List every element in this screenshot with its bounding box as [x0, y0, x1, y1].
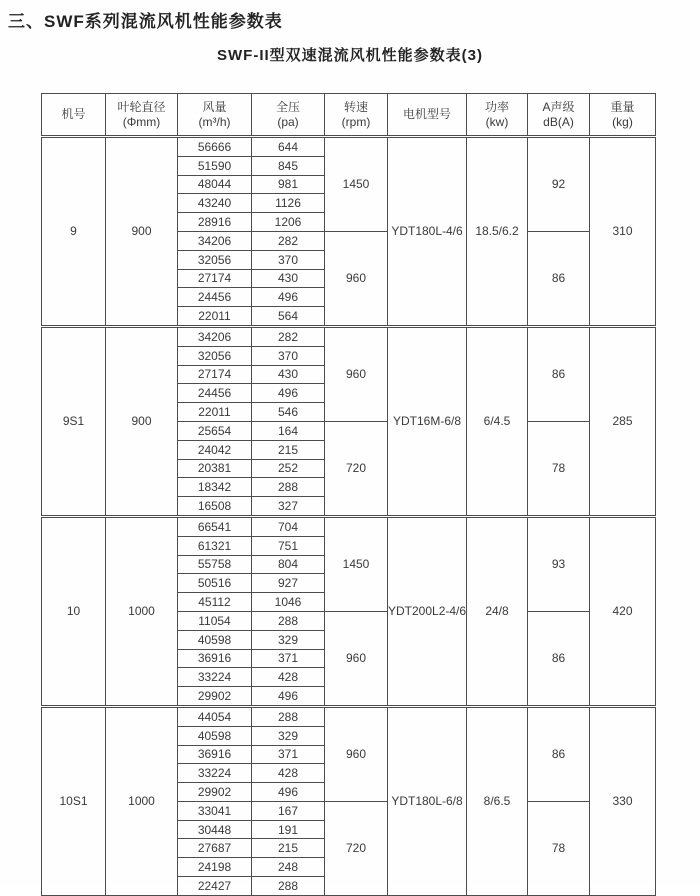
header-power [467, 94, 528, 137]
airflow-cell: 27687 [178, 839, 252, 858]
header-power-unit: (kw) [485, 114, 509, 129]
header-row [42, 94, 656, 137]
pressure-cell: 644 [252, 137, 325, 157]
speed-cell: 960 [325, 326, 388, 421]
page-subtitle: SWF-II型双速混流风机性能参数表(3) [217, 47, 483, 64]
pressure-cell: 1206 [252, 213, 325, 232]
airflow-cell: 36916 [178, 745, 252, 764]
airflow-cell: 28916 [178, 213, 252, 232]
fan-model-cell: 9S1 [42, 326, 106, 516]
airflow-cell: 24042 [178, 440, 252, 459]
speed-cell: 960 [325, 706, 388, 801]
noise-level-cell: 92 [528, 137, 590, 232]
airflow-cell: 44054 [178, 706, 252, 726]
pressure-cell: 428 [252, 668, 325, 687]
noise-level-cell: 93 [528, 516, 590, 611]
pressure-cell: 370 [252, 250, 325, 269]
power-cell: 8/6.5 [467, 706, 528, 895]
pressure-cell: 329 [252, 726, 325, 745]
pressure-cell: 430 [252, 365, 325, 384]
spec-table-container [41, 93, 700, 896]
header-model-label: 机号 [61, 107, 86, 121]
pressure-cell: 704 [252, 516, 325, 536]
table-row [42, 326, 656, 346]
pressure-cell: 164 [252, 421, 325, 440]
airflow-cell: 29902 [178, 687, 252, 707]
speed-cell: 720 [325, 421, 388, 516]
airflow-cell: 45112 [178, 593, 252, 612]
pressure-cell: 329 [252, 630, 325, 649]
speed-cell: 960 [325, 611, 388, 706]
pressure-cell: 288 [252, 478, 325, 497]
airflow-cell: 40598 [178, 726, 252, 745]
header-weight-unit: (kg) [612, 114, 633, 129]
table-header [42, 94, 656, 137]
power-cell: 18.5/6.2 [467, 137, 528, 327]
airflow-cell: 22011 [178, 307, 252, 327]
noise-level-cell: 78 [528, 801, 590, 895]
diameter-cell: 900 [106, 137, 178, 327]
pressure-cell: 327 [252, 497, 325, 517]
weight-cell: 330 [590, 706, 656, 895]
header-weight [590, 94, 656, 137]
pressure-cell: 282 [252, 231, 325, 250]
motor-model-cell: YDT16M-6/8 [388, 326, 467, 516]
pressure-cell: 248 [252, 858, 325, 877]
header-flow [178, 94, 252, 137]
diameter-cell: 900 [106, 326, 178, 516]
header-flow-unit: (m³/h) [198, 114, 231, 129]
airflow-cell: 24456 [178, 288, 252, 307]
header-diameter-label: 叶轮直径 [117, 99, 166, 114]
noise-level-cell: 86 [528, 706, 590, 801]
pressure-cell: 927 [252, 574, 325, 593]
pressure-cell: 496 [252, 687, 325, 707]
header-weight-label: 重量 [610, 99, 635, 114]
airflow-cell: 34206 [178, 326, 252, 346]
airflow-cell: 32056 [178, 346, 252, 365]
pressure-cell: 215 [252, 440, 325, 459]
fan-model-cell: 10S1 [42, 706, 106, 895]
weight-cell: 420 [590, 516, 656, 706]
airflow-cell: 24456 [178, 384, 252, 403]
airflow-cell: 48044 [178, 175, 252, 194]
header-power-label: 功率 [484, 99, 509, 114]
header-speed-label: 转速 [343, 99, 368, 114]
pressure-cell: 1046 [252, 593, 325, 612]
header-pressure [252, 94, 325, 137]
header-pressure-label: 全压 [275, 99, 300, 114]
airflow-cell: 22011 [178, 403, 252, 422]
airflow-cell: 33224 [178, 764, 252, 783]
airflow-cell: 40598 [178, 630, 252, 649]
noise-level-cell: 78 [528, 421, 590, 516]
noise-level-cell: 86 [528, 326, 590, 421]
airflow-cell: 29902 [178, 783, 252, 802]
table-body [42, 137, 656, 896]
header-noise-unit: dB(A) [543, 114, 574, 129]
pressure-cell: 371 [252, 649, 325, 668]
airflow-cell: 61321 [178, 536, 252, 555]
airflow-cell: 20381 [178, 459, 252, 478]
header-noise [528, 94, 590, 137]
table-row [42, 516, 656, 536]
fan-model-cell: 9 [42, 137, 106, 327]
motor-model-cell: YDT180L-6/8 [388, 706, 467, 895]
speed-cell: 1450 [325, 516, 388, 611]
airflow-cell: 32056 [178, 250, 252, 269]
header-noise-label: A声级 [542, 99, 575, 114]
airflow-cell: 43240 [178, 194, 252, 213]
airflow-cell: 25654 [178, 421, 252, 440]
airflow-cell: 30448 [178, 820, 252, 839]
header-motor [388, 94, 467, 137]
page-title: 三、SWF系列混流风机性能参数表 [8, 12, 283, 31]
pressure-cell: 288 [252, 877, 325, 896]
airflow-cell: 56666 [178, 137, 252, 157]
fan-model-cell: 10 [42, 516, 106, 706]
pressure-cell: 496 [252, 288, 325, 307]
fan-performance-table [41, 93, 656, 896]
pressure-cell: 546 [252, 403, 325, 422]
pressure-cell: 288 [252, 611, 325, 630]
airflow-cell: 33041 [178, 801, 252, 820]
table-row [42, 706, 656, 726]
header-motor-label: 电机型号 [402, 107, 451, 121]
noise-level-cell: 86 [528, 231, 590, 326]
header-flow-label: 风量 [202, 99, 227, 114]
pressure-cell: 751 [252, 536, 325, 555]
airflow-cell: 33224 [178, 668, 252, 687]
pressure-cell: 845 [252, 156, 325, 175]
airflow-cell: 66541 [178, 516, 252, 536]
diameter-cell: 1000 [106, 516, 178, 706]
airflow-cell: 27174 [178, 365, 252, 384]
airflow-cell: 18342 [178, 478, 252, 497]
airflow-cell: 55758 [178, 555, 252, 574]
weight-cell: 310 [590, 137, 656, 327]
pressure-cell: 215 [252, 839, 325, 858]
diameter-cell: 1000 [106, 706, 178, 895]
header-speed-unit: (rpm) [341, 114, 371, 129]
pressure-cell: 288 [252, 706, 325, 726]
pressure-cell: 282 [252, 326, 325, 346]
airflow-cell: 36916 [178, 649, 252, 668]
pressure-cell: 167 [252, 801, 325, 820]
pressure-cell: 430 [252, 269, 325, 288]
airflow-cell: 51590 [178, 156, 252, 175]
pressure-cell: 804 [252, 555, 325, 574]
airflow-cell: 24198 [178, 858, 252, 877]
airflow-cell: 27174 [178, 269, 252, 288]
pressure-cell: 371 [252, 745, 325, 764]
power-cell: 24/8 [467, 516, 528, 706]
weight-cell: 285 [590, 326, 656, 516]
airflow-cell: 50516 [178, 574, 252, 593]
table-row [42, 137, 656, 157]
header-pressure-unit: (pa) [277, 114, 299, 129]
pressure-cell: 191 [252, 820, 325, 839]
pressure-cell: 252 [252, 459, 325, 478]
pressure-cell: 428 [252, 764, 325, 783]
airflow-cell: 34206 [178, 231, 252, 250]
airflow-cell: 22427 [178, 877, 252, 896]
pressure-cell: 496 [252, 384, 325, 403]
pressure-cell: 370 [252, 346, 325, 365]
speed-cell: 720 [325, 801, 388, 895]
header-speed [325, 94, 388, 137]
motor-model-cell: YDT180L-4/6 [388, 137, 467, 327]
header-diameter-unit: (Φmm) [122, 114, 161, 129]
speed-cell: 960 [325, 231, 388, 326]
motor-model-cell: YDT200L2-4/6 [388, 516, 467, 706]
pressure-cell: 496 [252, 783, 325, 802]
pressure-cell: 564 [252, 307, 325, 327]
airflow-cell: 16508 [178, 497, 252, 517]
noise-level-cell: 86 [528, 611, 590, 706]
speed-cell: 1450 [325, 137, 388, 232]
pressure-cell: 1126 [252, 194, 325, 213]
header-diameter [106, 94, 178, 137]
power-cell: 6/4.5 [467, 326, 528, 516]
header-model [42, 94, 106, 137]
airflow-cell: 11054 [178, 611, 252, 630]
pressure-cell: 981 [252, 175, 325, 194]
